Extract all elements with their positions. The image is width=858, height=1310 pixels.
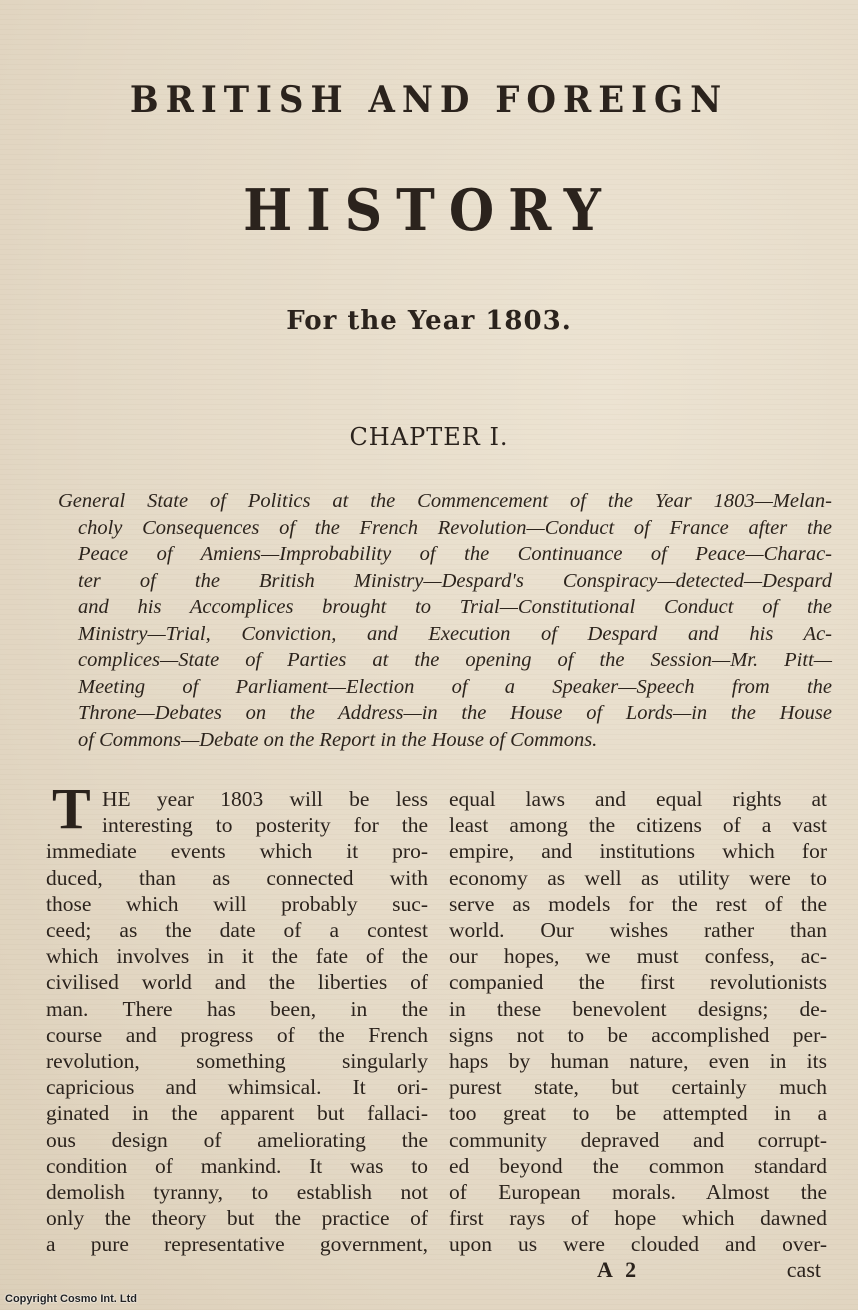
synopsis-line: choly Consequences of the French Revolution—Conduct of France after the (78, 516, 832, 539)
text-line: HE year 1803 will be less (102, 787, 428, 811)
synopsis-line: of Commons—Debate on the Report in the House of Commons. (78, 728, 598, 751)
synopsis-line: Ministry—Trial, Conviction, and Execution of Despard and his Ac- (78, 622, 832, 645)
text-line: those which will probably suc- (46, 891, 428, 916)
subtitle-year: For the Year 1803. (286, 306, 572, 336)
text-line: immediate events which it pro- (46, 839, 428, 864)
text-line: course and progress of the French (46, 1022, 428, 1047)
synopsis-line: Throne—Debates on the Address—in the House of Lords—in the House (78, 702, 832, 724)
text-line: ous design of ameliorating the (46, 1127, 428, 1152)
synopsis-line: Peace of Amiens—Improbability of the Continuance of Peace—Charac- (78, 543, 832, 565)
synopsis-line: Meeting of Parliament—Election of a Speaker—Speech from the (78, 675, 832, 698)
page-footer (449, 1257, 827, 1283)
text-line: first rays of hope which dawned (449, 1206, 827, 1231)
text-line: ceed; as the date of a contest (46, 918, 428, 943)
catchword: cast (786, 1257, 821, 1282)
text-line: purest state, but certainly much (449, 1075, 827, 1100)
synopsis-line: complices—State of Parties at the opening of the Session—Mr. Pitt— (78, 649, 832, 671)
text-line: demolish tyranny, to establish not (46, 1180, 428, 1205)
right-column (449, 786, 827, 1258)
text-line: ginated in the apparent but fallaci- (46, 1101, 428, 1126)
text-line: empire, and institutions which for (449, 839, 827, 864)
synopsis-line: ter of the British Ministry—Despard's Conspiracy—detected—Despard (78, 569, 832, 592)
text-line: man. There has been, in the (46, 996, 428, 1021)
text-line: revolution, something singularly (46, 1049, 428, 1074)
text-line: least among the citizens of a vast (449, 813, 827, 838)
text-line: ed beyond the common standard (449, 1153, 827, 1178)
text-line: civilised world and the liberties of (46, 970, 428, 995)
text-line: which involves in it the fate of the (46, 944, 428, 969)
synopsis-line: and his Accomplices brought to Trial—Constitutional Conduct of the (78, 596, 832, 618)
text-line: haps by human nature, even in its (449, 1049, 827, 1074)
text-line: too great to be attempted in a (449, 1101, 827, 1126)
text-line: signs not to be accomplished per- (449, 1022, 827, 1047)
chapter-synopsis (58, 488, 832, 753)
text-line: serve as models for the rest of the (449, 891, 827, 916)
text-line: world. Our wishes rather than (449, 918, 827, 943)
copyright-watermark: Copyright Cosmo Int. Ltd (5, 1293, 137, 1305)
title-history: HISTORY (243, 176, 615, 245)
text-line: capricious and whimsical. It ori- (46, 1075, 428, 1100)
text-line: community depraved and corrupt- (449, 1127, 827, 1152)
drop-cap: T (52, 776, 91, 841)
text-line: interesting to posterity for the (102, 813, 428, 838)
text-line: duced, than as connected with (46, 865, 428, 890)
text-line: of European morals. Almost the (449, 1180, 827, 1205)
text-line: equal laws and equal rights at (449, 787, 827, 811)
text-line: companied the first revolutionists (449, 970, 827, 995)
signature-mark: A 2 (597, 1257, 641, 1282)
text-line: economy as well as utility were to (449, 865, 827, 890)
text-line: our hopes, we must confess, ac- (449, 944, 827, 969)
text-line: only the theory but the practice of (46, 1206, 428, 1231)
text-line: a pure representative government, (46, 1232, 428, 1257)
text-line: condition of mankind. It was to (46, 1153, 428, 1178)
left-column (46, 786, 428, 1258)
synopsis-line: General State of Politics at the Commencement of the Year 1803—Melan- (58, 490, 832, 512)
text-line: upon us were clouded and over- (449, 1232, 827, 1257)
text-line: in these benevolent designs; de- (449, 996, 827, 1021)
chapter-heading: CHAPTER I. (349, 423, 509, 451)
title-british-and-foreign: BRITISH AND FOREIGN (129, 78, 729, 122)
